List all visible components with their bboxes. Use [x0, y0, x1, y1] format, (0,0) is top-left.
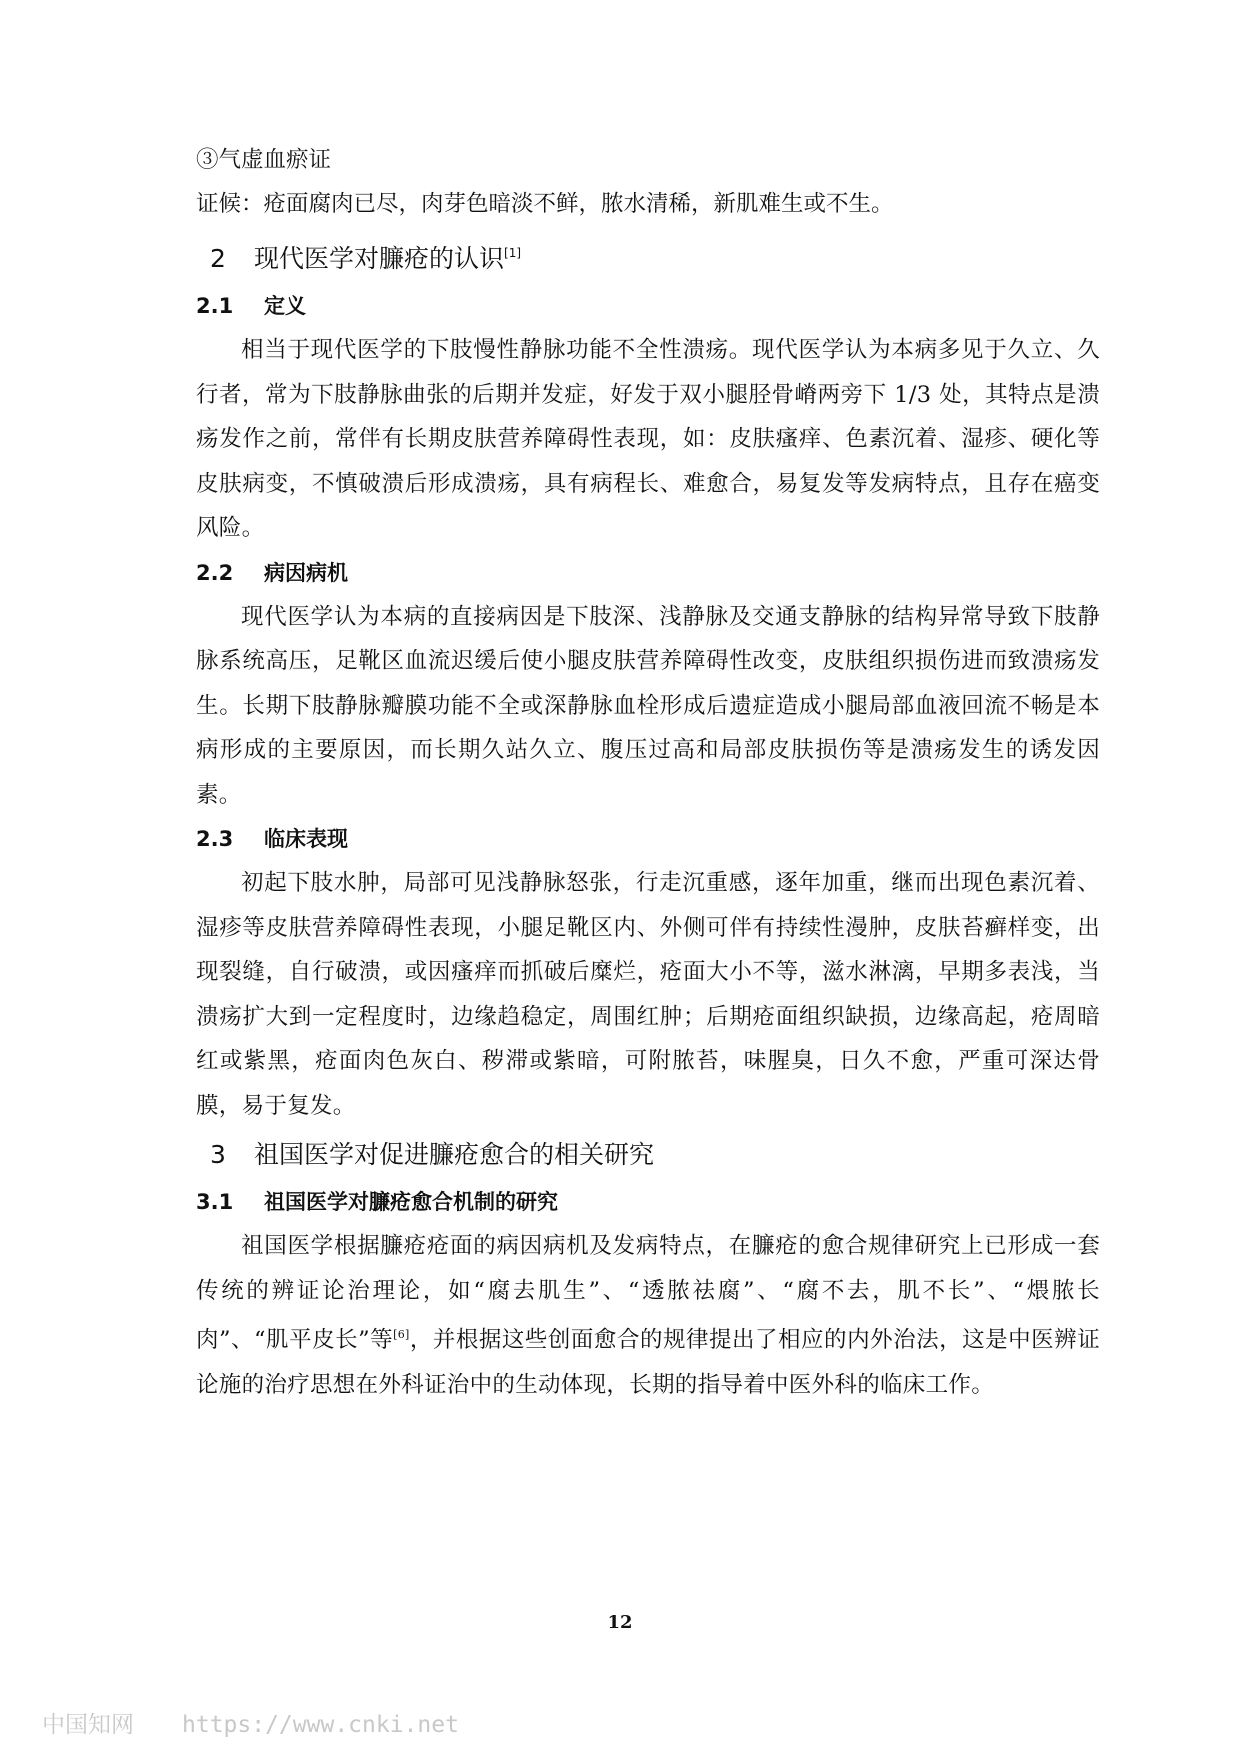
paragraph-text: 祖国医学根据臁疮疮面的病因病机及发病特点，在臁疮的愈合规律研究上已形成一套传统的辨证论治理论，如“腐去肌生”、“透脓祛腐”、“腐不去，肌不长”、“煨脓长肉”、“肌平皮长”等 — [196, 1233, 1100, 1353]
section-number: 2.1 — [196, 294, 234, 318]
section-number: 3 — [210, 1140, 226, 1169]
definition-paragraph: 相当于现代医学的下肢慢性静脉功能不全性溃疡。现代医学认为本病多见于久立、久行者，常为下肢静脉曲张的后期并发症，好发于双小腿胫骨嵴两旁下 1/3 处，其特点是溃疡发作之前，常伴有长期皮肤营养障碍性表现，如：皮肤瘙痒、色素沉着、湿疹、硬化等皮肤病变，不慎破溃后形成溃疡，具有病程长、难愈合，易复发等发病特点，且存在癌变风险。 — [196, 337, 1100, 541]
section-2-1-heading — [196, 284, 1100, 328]
footer-brand: 中国知网 — [42, 1712, 134, 1738]
etiology-paragraph: 现代医学认为本病的直接病因是下肢深、浅静脉及交通支静脉的结构异常导致下肢静脉系统高压，足靴区血流迟缓后使小腿皮肤营养障碍性改变，皮肤组织损伤进而致溃疡发生。长期下肢静脉瓣膜功能不全或深静脉血栓形成后遗症造成小腿局部血液回流不畅是本病形成的主要原因，而长期久站久立、腹压过高和局部皮肤损伤等是溃疡发生的诱发因素。 — [196, 603, 1100, 808]
section-2-2-heading — [196, 551, 1100, 595]
section-number: 2 — [210, 244, 226, 273]
section-title: 临床表现 — [264, 827, 348, 851]
section-3-1-heading — [196, 1180, 1100, 1224]
clinical-paragraph: 初起下肢水肿，局部可见浅静脉怒张，行走沉重感，逐年加重，继而出现色素沉着、湿疹等皮肤营养障碍性表现，小腿足靴区内、外侧可伴有持续性漫肿，皮肤苔癣样变，出现裂缝，自行破溃，或因瘙痒而抓破后糜烂，疮面大小不等，滋水淋漓，早期多表浅，当溃疡扩大到一定程度时，边缘趋稳定，周围红肿；后期疮面组织缺损，边缘高起，疮周暗红或紫黑，疮面肉色灰白、秽滞或紫暗，可附脓苔，味腥臭，日久不愈，严重可深达骨膜，易于复发。 — [196, 870, 1100, 1119]
section-2-heading — [210, 230, 1100, 282]
mechanism-paragraph — [196, 1224, 1100, 1407]
syndrome-heading: ③气虚血瘀证 — [196, 147, 332, 173]
citation-ref: [1] — [504, 246, 522, 260]
section-title: 病因病机 — [264, 560, 348, 585]
section-title: 祖国医学对臁疮愈合机制的研究 — [264, 1190, 558, 1214]
page-number: 12 — [607, 1612, 633, 1633]
section-title: 祖国医学对促进臁疮愈合的相关研究 — [254, 1140, 655, 1169]
section-number: 3.1 — [196, 1190, 234, 1214]
footer-url[interactable]: https://www.cnki.net — [182, 1712, 459, 1738]
paragraph-text-cont: ，并根据这些创面愈合的规律提出了相应的内外治法，这是中医辨证论施的治疗思想在外科证治中的生动体现，长期的指导着中医外科的临床工作。 — [196, 1327, 1100, 1398]
section-number: 2.2 — [196, 560, 234, 585]
page-content — [196, 138, 1100, 1407]
section-number: 2.3 — [196, 827, 234, 851]
syndrome-symptoms: 证候：疮面腐肉已尽，肉芽色暗淡不鲜，脓水清稀，新肌难生或不生。 — [196, 191, 894, 217]
section-2-3-heading — [196, 817, 1100, 861]
section-3-heading — [210, 1132, 1100, 1178]
section-title: 现代医学对臁疮的认识 — [254, 244, 505, 273]
section-title: 定义 — [264, 294, 306, 318]
watermark-footer — [42, 1706, 459, 1739]
citation-ref: [6] — [393, 1328, 410, 1341]
